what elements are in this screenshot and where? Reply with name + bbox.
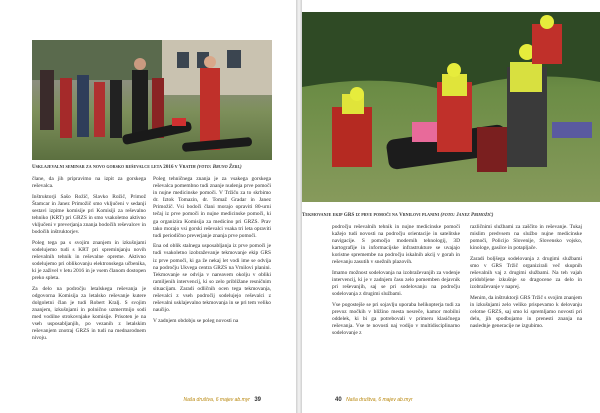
page-number: 40 [335, 397, 342, 403]
left-column-2 [153, 176, 271, 328]
competition-photo-graphic [302, 12, 600, 202]
paragraph: Poleg tehničnega znanja je za vsakega gorskega reševalca pomembno tudi znanje nudenja prve pomoči in nujne medicinske pomoči. V Tržiču za to skrbimo dr. Iztok Tomazin, dr. Tomaž Gradar in Janez Primožič. Vsi bodoči člani morajo opraviti 80-urni tečaj iz prve pomoči in nujne medicinske pomoči, ki ga organizira Komisija za medicino pri GRZS. Prav tako morajo vsi gorski reševalci vsaka tri leta opraviti tudi periodično preverjanje znanja prve pomoči. [153, 176, 271, 239]
paragraph: različnimi službami za zaščito in reševanje. Tukaj mislim predvsem na službo nujne medicinske pomoči, Policijo Slovenije, Slovensko vojsko, kinologe, gasilce in potapljače. [470, 224, 582, 252]
paragraph: člane, da jih pripravimo na izpit za gorskega reševalca. [32, 176, 146, 190]
caption-text: Tekmovanje ekip GRS iz prve pomoči na Vrnilovi planini [302, 213, 440, 218]
footer-text: Naša društva, 6 majev ab.myr [346, 397, 413, 403]
right-footer [332, 397, 413, 403]
seminar-photo [32, 40, 272, 160]
paragraph: V zadnjem obdobju se poleg novosti na [153, 317, 239, 324]
left-footer [184, 397, 265, 403]
left-column-1 [32, 176, 146, 346]
paragraph: Za delo na področju letalskega reševanja je odgovorna Komisija za letalsko reševanje kutere dolgoletni član je tudi Robert Kralj. S svojim znanjem, izkušnjami in polnično uzmerrtnijo sodi med vodilne strokovnjake komisije. Prisoten je na vseh usposabljanjih, po vezanih z letalskim reševanjem znotraj GRZS in tudi na mednarodnem nivoju. [32, 285, 146, 342]
right-column-2 [470, 224, 582, 334]
paragraph: Zaradi boljšega sodelovanja z drugimi službami smo v GRS Tržič organizirali več skupnih reševalnih vaj z drugimi službami. Na teh vajah pridobljene izkušnje so dragocene za delo in izobraževanje v naprej. [470, 255, 582, 291]
paragraph: področju reševalnih tehnik in nujne medicinske pomoči kažejo tudi novosti na področju orientacije in satelitske navigacije. S pomočjo modernih tehnologij, 3D kartografije in informacijske infrastrukture se uvajajo koristne spremembe na področju iskalnih akcij v gorah in reševanju zasutih v snežnih plazovih. [332, 224, 460, 266]
right-page [302, 0, 600, 413]
paragraph: Poleg tega pa s svojim znanjem in izkušnjami sodelujemo tudi s KRT pri spreminjanju novih reševalnih tehnik in reševalne opreme. Aktivno sodelujemo pri oblikovanju elektronskega učbenika, ki je zaživel v letu 2016 in je vsem članom dostopen preko spleta. [32, 239, 146, 282]
caption-text: Usklajevalni seminar za novo gorsko reševalce leta 2016 v Vratih [32, 165, 196, 170]
seminar-photo-graphic [32, 40, 272, 160]
left-page [0, 0, 296, 413]
page-number: 39 [254, 397, 261, 403]
caption-credit: (foto: Janez Primožič) [440, 213, 494, 218]
paragraph: Menim, da inštruktorji GRS Tržič s svojim znanjem in izkušnjami zelo veliko prispevamo k delovanju celotne GRZS, saj smo ki spremljamo novosti pri delu, jih spodbujamo in prenesti znanja na naslednje generacije ne izgubimo. [470, 294, 583, 330]
paragraph: Imamo možnost sodelovanja na izobraževanjih za vodenje intervencij, ki je v zadnjem času zelo pomemben dejavnik pri reševanjih, saj se pri sodelovanju na področju sodelovanja z drugimi službami. [332, 270, 460, 298]
competition-photo [302, 12, 600, 202]
right-column-1 [332, 224, 460, 341]
paragraph: Vse pogostejše se pri sojavlju uporaba helikopterja tudi za prevoz močkih v bližino mesta nesreče, kamor mobilni oddelek, ki bi ga potrebovali v primeru klasičnega reševanja. Vse te novosti naj vodijo v multidisciplinarno sodelovanje z [332, 301, 460, 337]
right-photo-caption [302, 212, 493, 218]
left-photo-caption [32, 164, 242, 170]
caption-credit: (foto: Bruno Žerl) [197, 165, 242, 170]
footer-text: Naša društva, 6 majev ab.myr [183, 397, 250, 403]
paragraph: Inštruktorji Sašo Rožič, Slavko Rožič, Primož Štamcar in Janez Primožič smo vključeni v sedanji sestavi izpitne komisije pri Komisiji za reševalno tehniko (KRT) pri GRZS in smo vsakoletno aktivno vključeni v preverjanja znanja bodočih reševalcev in bodočih inštruktorjev. [32, 193, 146, 236]
paragraph: Ena od oblik stalnega usposabljanja iz prve pomoči je tudi vsakoletno izobraževanje tekmovanje ekip GRS iz prve pomoči, ki ga že nekaj let vodi ime se odvija na področju Ukvega centra GRZS na Vrnilovi planini. Tekmovanje se odvija v nareavem okolju v obliki ramiljenih intervencij, ki so zelo približane resničnim situacijam. Zaradi odličnih ocen tega tekmovanja, reševalci z vseh področij sodelujejo reševalci z reševalni usklajevalno tekmovanja in se pri tem veliko naučijo. [153, 243, 271, 314]
